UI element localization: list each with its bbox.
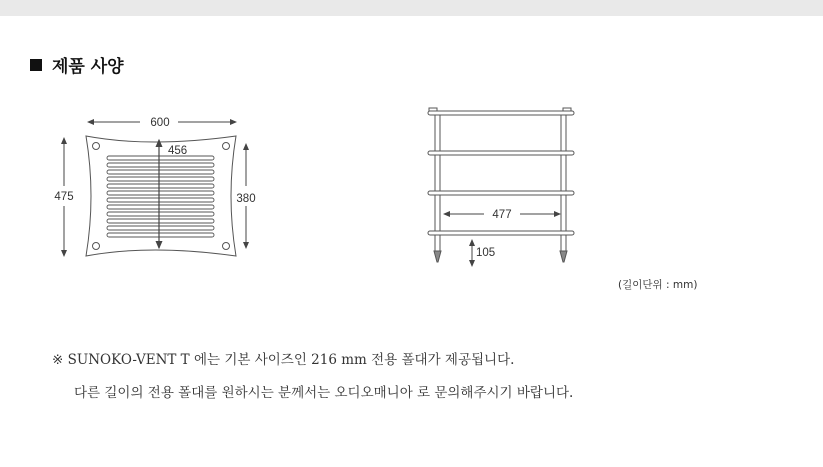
section-heading — [30, 52, 124, 77]
side-view-diagram — [420, 100, 590, 272]
shelf-width-label: 477 — [492, 209, 512, 221]
depth-label: 475 — [54, 191, 74, 203]
foot-label: 105 — [476, 247, 496, 259]
top-view-diagram — [40, 106, 270, 266]
side-label: 380 — [236, 193, 256, 205]
note-line-1: ※ SUNOKO-VENT T 에는 기본 사이즈인 216 mm 전용 폴대가 제공됩니다. — [52, 352, 515, 368]
note-line-2: 다른 길이의 전용 폴대를 원하시는 분께서는 오디오매니아 로 문의해주시기 바랍니다. — [74, 385, 574, 401]
square-bullet-icon — [30, 59, 42, 71]
width-label: 600 — [150, 117, 170, 129]
inner-label: 456 — [168, 145, 188, 157]
section-title: 제품 사양 — [52, 57, 124, 77]
unit-note: (길이단위 : mm) — [618, 279, 698, 291]
